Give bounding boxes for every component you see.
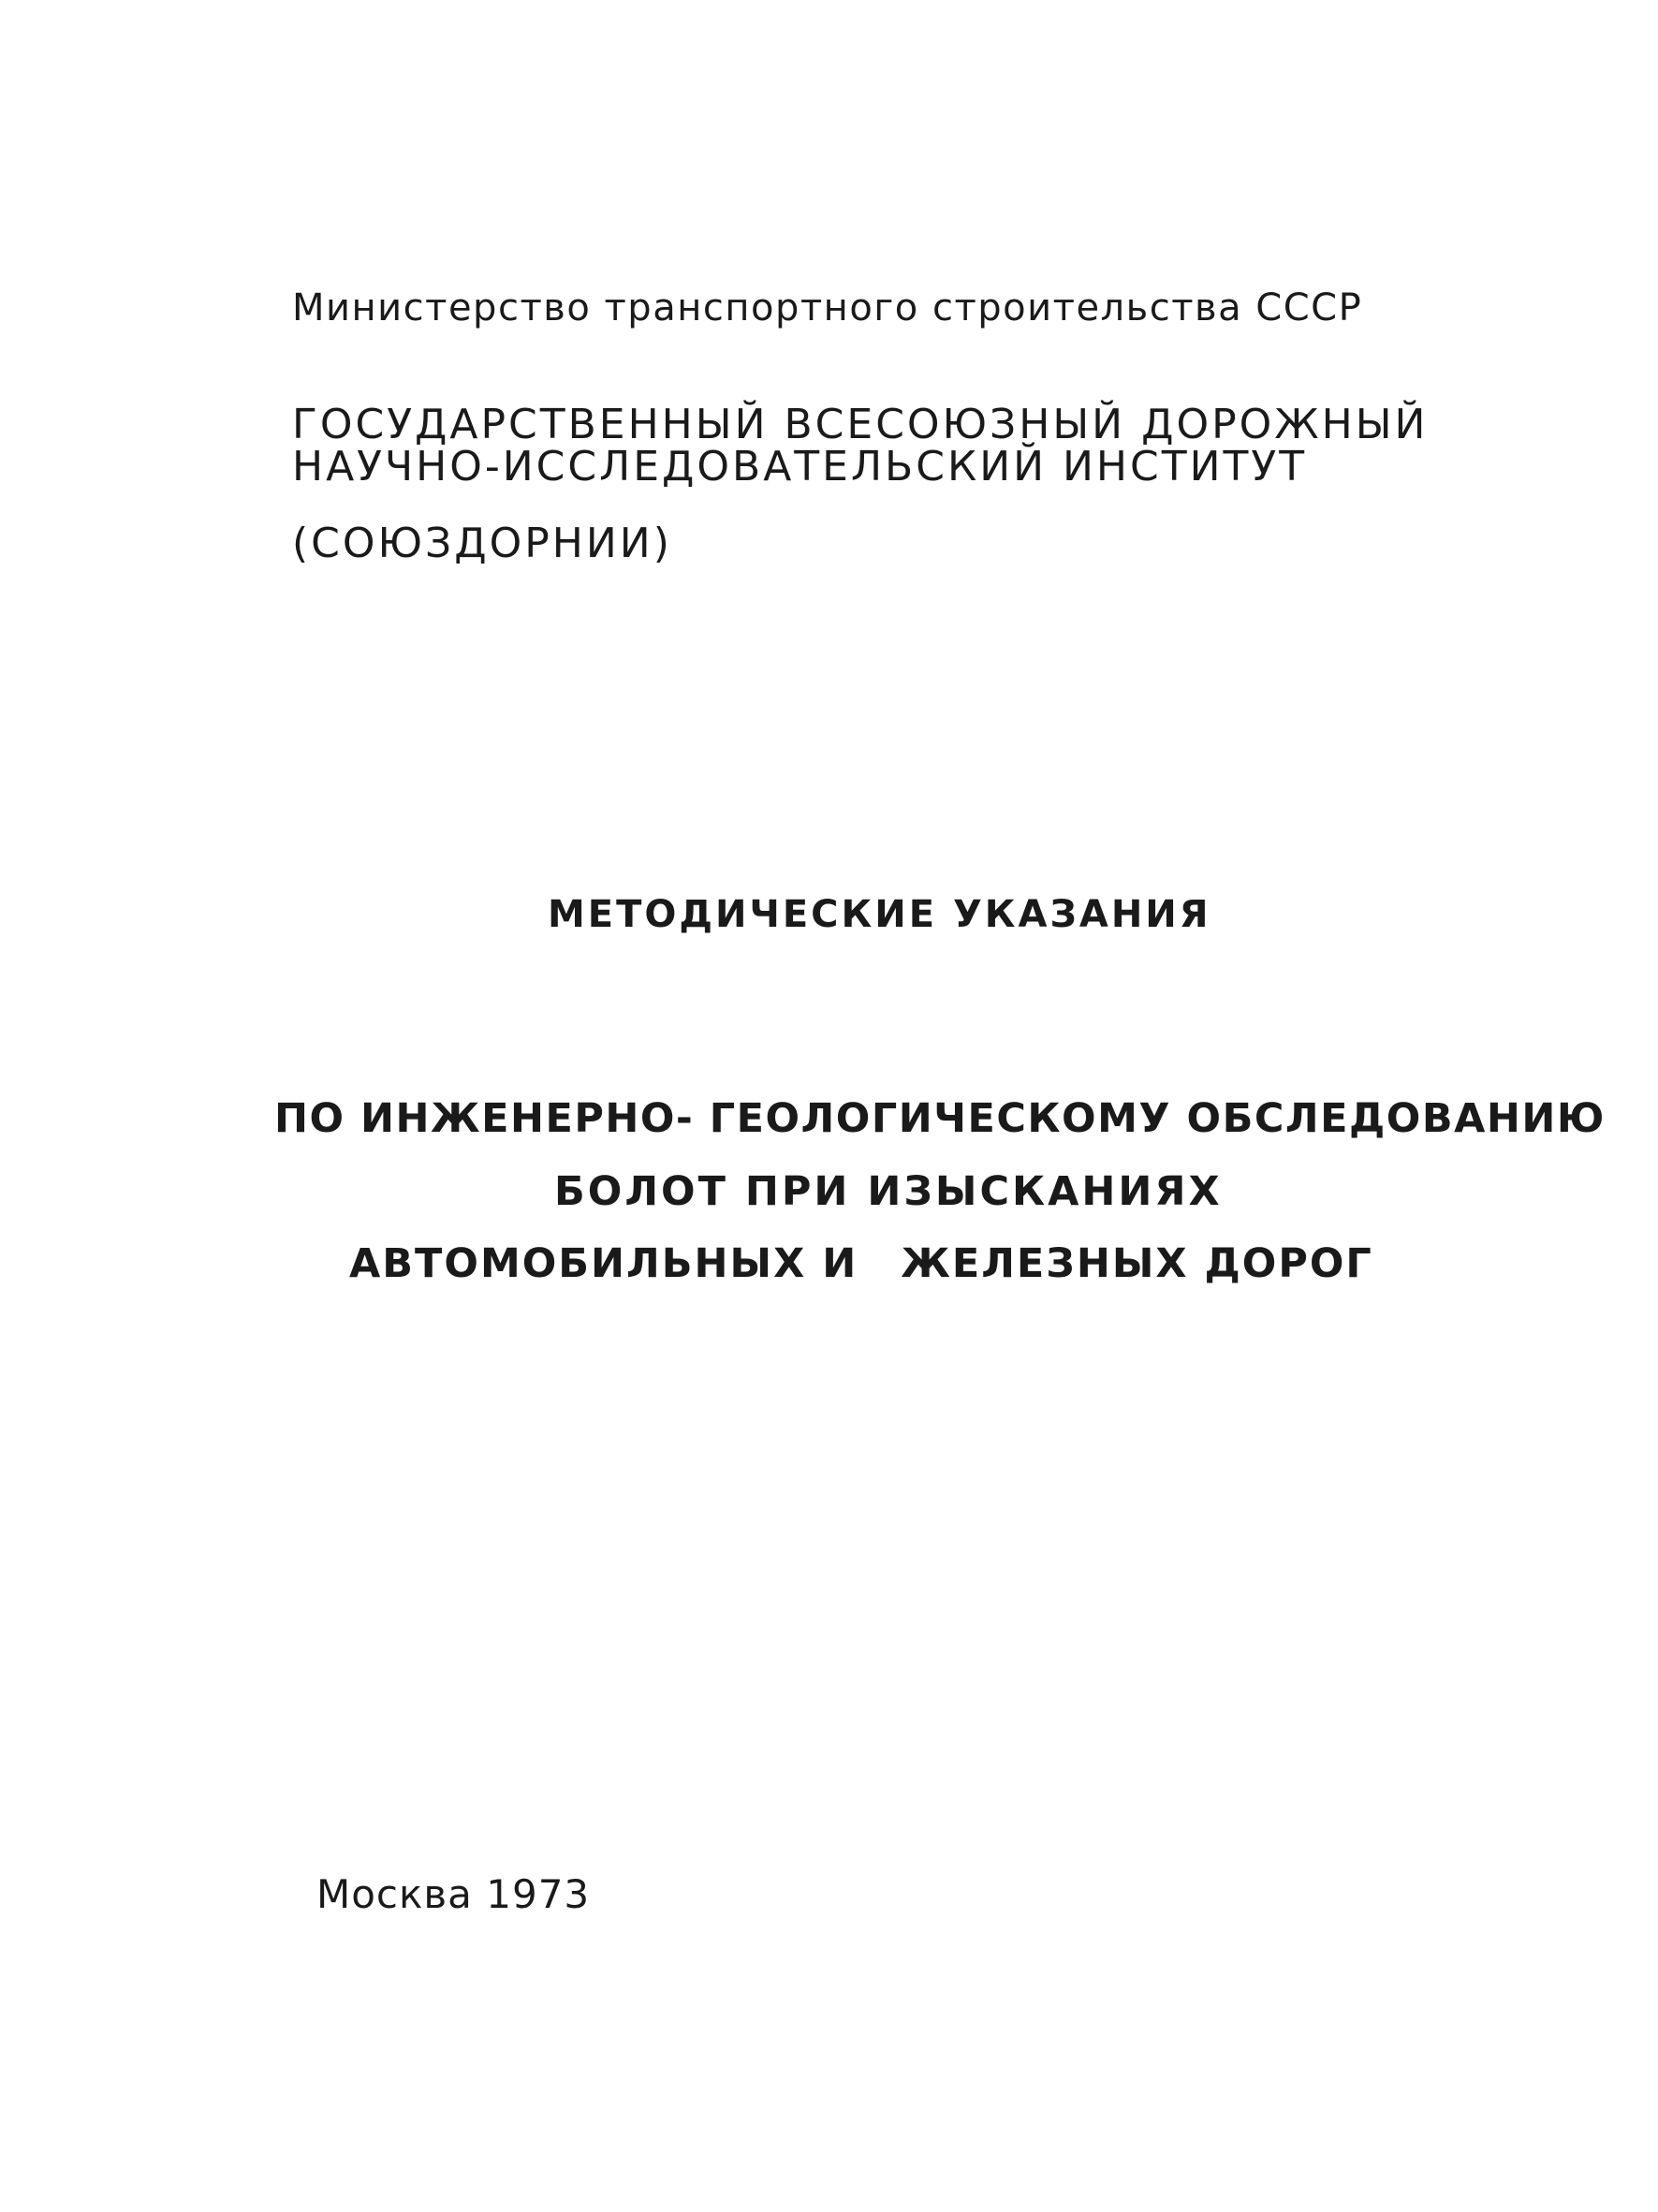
publication-imprint <box>316 1871 590 1917</box>
document-title-line-2: БОЛОТ ПРИ ИЗЫСКАНИЯХ <box>554 1168 1223 1215</box>
institute-name-line-1: ГОСУДАРСТВЕННЫЙ ВСЕСОЮЗНЫЙ ДОРОЖНЫЙ <box>292 401 1429 448</box>
document-type: МЕТОДИЧЕСКИЕ УКАЗАНИЯ <box>548 893 1211 936</box>
institute-abbreviation: (СОЮЗДОРНИИ) <box>292 520 672 567</box>
publication-city: Москва <box>316 1871 473 1917</box>
ministry-name: Министерство транспортного строительства СССР <box>292 286 1363 330</box>
title-line-3-part-1: АВТОМОБИЛЬНЫХ И <box>349 1240 858 1287</box>
institute-name-line-2: НАУЧНО-ИССЛЕДОВАТЕЛЬСКИЙ ИНСТИТУТ <box>292 443 1308 491</box>
document-title-line-3 <box>349 1240 1373 1287</box>
publication-year: 1973 <box>486 1871 591 1917</box>
title-line-3-part-2: ЖЕЛЕЗНЫХ ДОРОГ <box>901 1240 1373 1287</box>
document-title-line-1: ПО ИНЖЕНЕРНО- ГЕОЛОГИЧЕСКОМУ ОБСЛЕДОВАНИЮ <box>274 1095 1606 1142</box>
